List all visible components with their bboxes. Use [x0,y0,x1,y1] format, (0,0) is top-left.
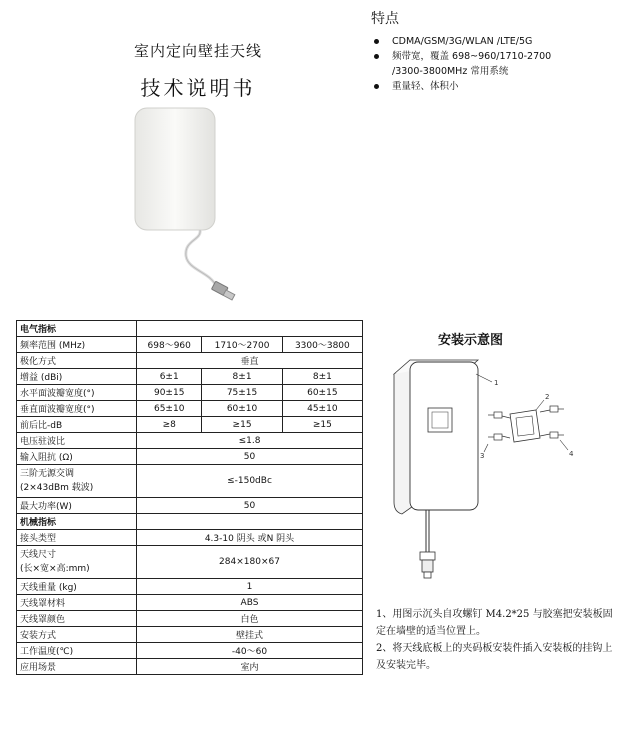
row-label: 工作温度(℃) [17,643,137,659]
value-cell: 50 [137,498,363,514]
install-diagram [380,352,600,602]
table-row [17,449,363,465]
row-label-line: (2×43dBm 载波) [20,483,94,493]
value-cell: ≤-150dBc [137,465,363,498]
table-row [17,337,363,353]
table-row [17,417,363,433]
value-cell: ≤1.8 [137,433,363,449]
table-row [17,369,363,385]
row-label: 输入阻抗 (Ω) [17,449,137,465]
install-diagram-title: 安装示意图 [438,333,504,348]
value-cell: 垂直 [137,353,363,369]
feature-item [372,34,612,49]
callout-1: 1 [494,379,499,387]
table-row [17,546,363,579]
row-label [17,465,137,498]
row-label: 天线罩颜色 [17,611,137,627]
features-heading: 特点 [371,11,399,27]
value-cell: 65±10 [137,401,202,417]
value-cell: 1 [137,579,363,595]
feature-item [372,79,612,94]
value-cell: -40～60 [137,643,363,659]
value-cell: ABS [137,595,363,611]
feature-item [372,49,612,64]
row-label: 天线重量 (kg) [17,579,137,595]
install-note-1: 1、用图示沉头自攻螺钉 M4.2*25 与胶塞把安装板固定在墙壁的适当位置上。 [376,609,613,637]
row-label: 极化方式 [17,353,137,369]
value-cell: 8±1 [282,369,362,385]
value-cell: 60±15 [282,385,362,401]
install-notes [376,606,616,674]
table-cell [137,514,363,530]
bullet-icon [374,84,379,89]
bullet-icon [374,39,379,44]
band-cell: 1710～2700 [202,337,282,353]
table-row [17,321,363,337]
table-cell [137,321,363,337]
value-cell: 284×180×67 [137,546,363,579]
antenna-product-image [112,100,272,320]
table-row [17,385,363,401]
value-cell: ≥8 [137,417,202,433]
install-note-2: 2、将天线底板上的夹码板安装件插入安装板的挂钩上及安装完毕。 [376,643,613,671]
value-cell: 45±10 [282,401,362,417]
section-header-electrical: 电气指标 [17,321,137,337]
band-cell: 3300～3800 [282,337,362,353]
row-label: 垂直面波瓣宽度(°) [17,401,137,417]
feature-text-continued: /3300-3800MHz 常用系统 [392,66,509,77]
callout-2: 2 [545,393,550,401]
row-label: 应用场景 [17,659,137,675]
table-row [17,465,363,498]
value-cell: 4.3-10 阴头 或N 阴头 [137,530,363,546]
table-row [17,433,363,449]
table-row [17,498,363,514]
row-label: 增益 (dBi) [17,369,137,385]
table-row [17,530,363,546]
table-row [17,627,363,643]
row-label-line: 三阶无源交调 [20,469,75,479]
value-cell: 6±1 [137,369,202,385]
row-label: 水平面波瓣宽度(°) [17,385,137,401]
value-cell: 50 [137,449,363,465]
value-cell: 75±15 [202,385,282,401]
value-cell: 室内 [137,659,363,675]
feature-text: CDMA/GSM/3G/WLAN /LTE/5G [392,36,533,47]
table-row [17,611,363,627]
table-row [17,579,363,595]
callout-3: 3 [480,452,485,460]
document-title: 室内定向壁挂天线 [133,42,262,60]
row-label: 最大功率(W) [17,498,137,514]
callout-4: 4 [569,450,574,458]
row-label-line: (长×宽×高:mm) [20,564,90,574]
value-cell: ≥15 [202,417,282,433]
table-row [17,401,363,417]
value-cell: ≥15 [282,417,362,433]
row-label: 前后比-dB [17,417,137,433]
feature-text: 重量轻、体积小 [392,81,459,92]
row-label [17,546,137,579]
bullet-icon [374,54,379,59]
feature-text: 频带宽，覆盖 698~960/1710-2700 [392,51,552,62]
table-row [17,353,363,369]
spec-table [16,320,363,675]
table-row [17,514,363,530]
section-header-mechanical: 机械指标 [17,514,137,530]
value-cell: 8±1 [202,369,282,385]
value-cell: 壁挂式 [137,627,363,643]
row-label: 接头类型 [17,530,137,546]
row-label-line: 天线尺寸 [20,550,57,560]
row-label: 电压驻波比 [17,433,137,449]
table-row [17,595,363,611]
features-list [372,34,612,94]
row-label: 频率范围 (MHz) [17,337,137,353]
row-label: 安装方式 [17,627,137,643]
value-cell: 60±10 [202,401,282,417]
table-row [17,643,363,659]
band-cell: 698～960 [137,337,202,353]
document-subtitle: 技术说明书 [140,76,256,100]
value-cell: 白色 [137,611,363,627]
table-row [17,659,363,675]
value-cell: 90±15 [137,385,202,401]
row-label: 天线罩材料 [17,595,137,611]
